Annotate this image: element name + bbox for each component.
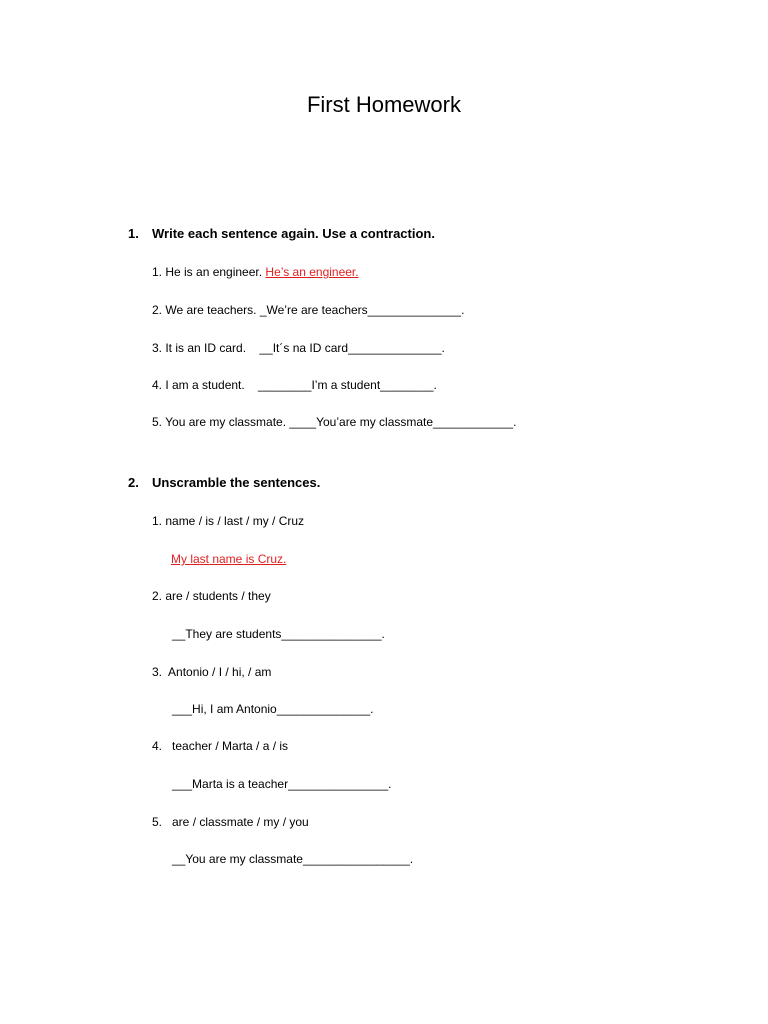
section-2-heading [128, 475, 320, 490]
s2-item-3-prompt: 3. Antonio / I / hi, / am [152, 665, 272, 679]
s1-item-1 [152, 265, 359, 279]
s1-item-3: 3. It is an ID card. __It´s na ID card______________. [152, 341, 445, 355]
s2-item-1-answer: My last name is Cruz. [171, 552, 287, 566]
s2-item-4-answer: ___Marta is a teacher_______________. [172, 777, 392, 791]
s2-item-5-prompt: 5. are / classmate / my / you [152, 815, 309, 829]
s2-item-4-prompt: 4. teacher / Marta / a / is [152, 739, 289, 753]
section-2-title: Unscramble the sentences. [152, 475, 321, 490]
s2-item-2-answer: __They are students_______________. [172, 627, 385, 641]
page-title: First Homework [306, 92, 461, 117]
s1-item-1-answer: He’s an engineer. [265, 265, 359, 279]
s2-item-1-prompt: 1. name / is / last / my / Cruz [152, 514, 305, 528]
s1-item-2: 2. We are teachers. _We’re are teachers______________. [152, 303, 465, 317]
section-1-title: Write each sentence again. Use a contraction. [152, 226, 435, 241]
section-1-number: 1. [128, 226, 139, 241]
s2-item-5-answer: __You are my classmate________________. [172, 852, 414, 866]
s1-item-5: 5. You are my classmate. ____You’are my classmate____________. [152, 415, 517, 429]
s2-item-2-prompt: 2. are / students / they [152, 589, 271, 603]
s1-item-1-prompt: 1. He is an engineer. [152, 265, 266, 279]
section-2-number: 2. [128, 475, 139, 490]
s1-item-4: 4. I am a student. ________I’m a student________. [152, 378, 437, 392]
s2-item-3-answer: ___Hi, I am Antonio______________. [172, 702, 374, 716]
section-1-heading [128, 226, 435, 241]
